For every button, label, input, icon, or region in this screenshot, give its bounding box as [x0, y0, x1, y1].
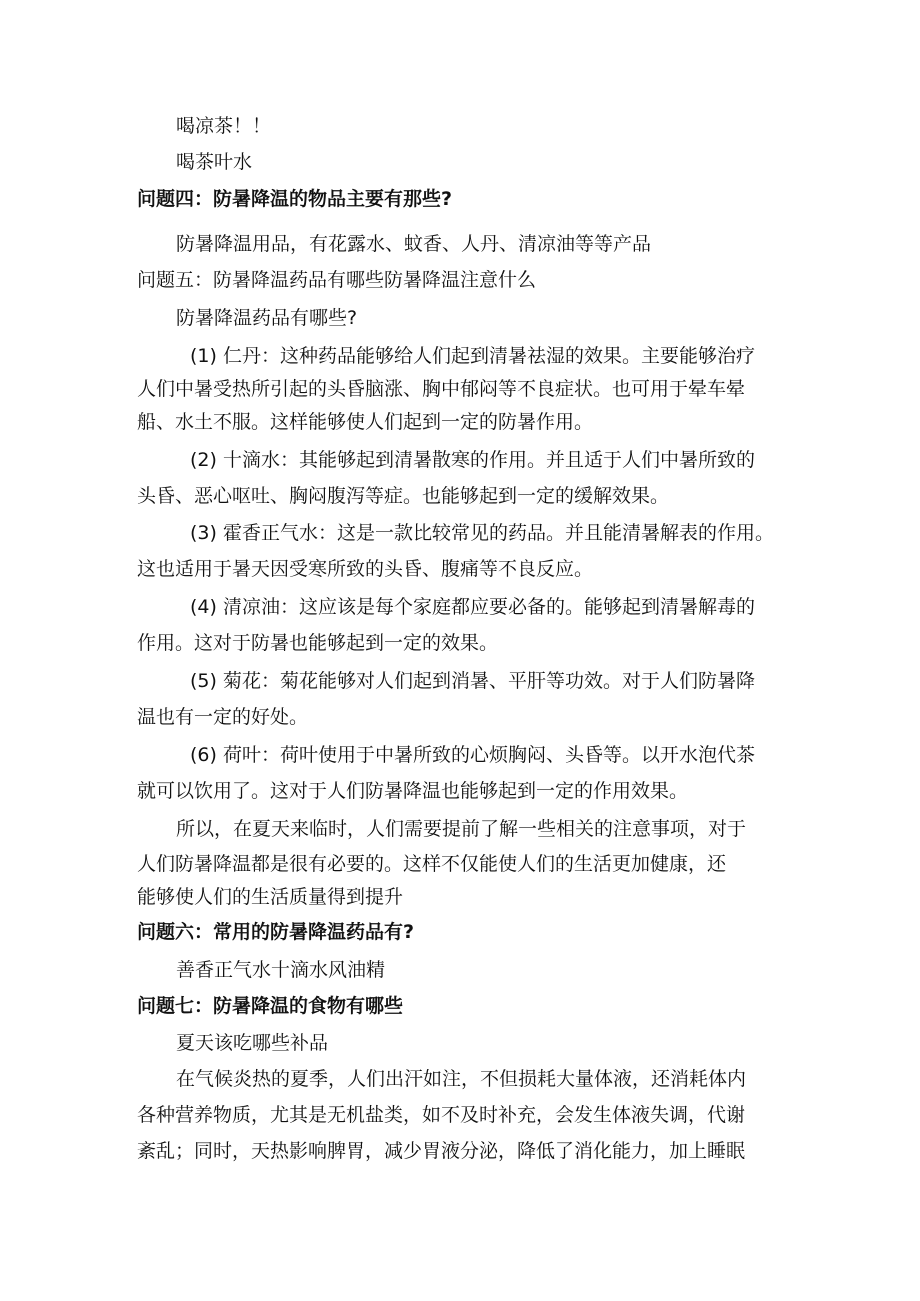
text-line: 防暑降温用品，有花露水、蚊香、人丹、清凉油等等产品: [176, 233, 652, 255]
text-line: (4) 清凉油：这应该是每个家庭都应要必备的。能够起到清暑解毒的: [190, 596, 755, 618]
text-line: 喝凉茶！！: [176, 115, 272, 137]
text-line: 作用。这对于防暑也能够起到一定的效果。: [137, 632, 499, 654]
text-line: 人们中暑受热所引起的头昏脑涨、胸中郁闷等不良症状。也可用于晕车晕: [137, 378, 746, 400]
text-line: 防暑降温药品有哪些?: [176, 307, 358, 329]
text-line: 夏天该吃哪些补品: [176, 1032, 329, 1054]
text-line: 喝茶叶水: [176, 151, 253, 173]
text-line: (5) 菊花：菊花能够对人们起到消暑、平肝等功效。对于人们防暑降: [190, 670, 755, 692]
text-line: 人们防暑降温都是很有必要的。这样不仅能使人们的生活更加健康，还: [137, 853, 727, 875]
question-heading: 问题五：防暑降温药品有哪些防暑降温注意什么: [137, 269, 537, 291]
text-line: 温也有一定的好处。: [137, 706, 309, 728]
text-line: 各种营养物质，尤其是无机盐类，如不及时补充，会发生体液失调，代谢: [137, 1104, 746, 1126]
text-line: 这也适用于暑天因受寒所致的头昏、腹痛等不良反应。: [137, 558, 594, 580]
text-line: (1) 仁丹：这种药品能够给人们起到清暑祛湿的效果。主要能够治疗: [190, 345, 755, 367]
text-line: 头昏、恶心呕吐、胸闷腹泻等症。也能够起到一定的缓解效果。: [137, 485, 670, 507]
text-line: (6) 荷叶：荷叶使用于中暑所致的心烦胸闷、头昏等。以开水泡代茶: [190, 744, 755, 766]
text-line: (3) 霍香正气水：这是一款比较常见的药品。并且能清暑解表的作用。: [190, 522, 774, 544]
question-heading: 问题七：防暑降温的食物有哪些: [137, 995, 404, 1017]
text-line: 所以，在夏天来临时，人们需要提前了解一些相关的注意事项，对于: [176, 818, 747, 840]
text-line: 善香正气水十滴水风油精: [176, 959, 386, 981]
text-line: (2) 十滴水：其能够起到清暑散寒的作用。并且适于人们中暑所致的: [190, 449, 755, 471]
text-line: 就可以饮用了。这对于人们防暑降温也能够起到一定的作用效果。: [137, 780, 689, 802]
text-line: 在气候炎热的夏季，人们出汗如注，不但损耗大量体液，还消耗体内: [176, 1068, 747, 1090]
text-line: 紊乱；同时，天热影响脾胃，减少胃液分泌，降低了消化能力，加上睡眠: [137, 1140, 746, 1162]
question-heading: 问题六：常用的防暑降温药品有?: [137, 921, 415, 943]
text-line: 船、水土不服。这样能够使人们起到一定的防暑作用。: [137, 411, 594, 433]
question-heading: 问题四：防暑降温的物品主要有那些?: [137, 188, 453, 210]
text-line: 能够使人们的生活质量得到提升: [137, 886, 404, 908]
